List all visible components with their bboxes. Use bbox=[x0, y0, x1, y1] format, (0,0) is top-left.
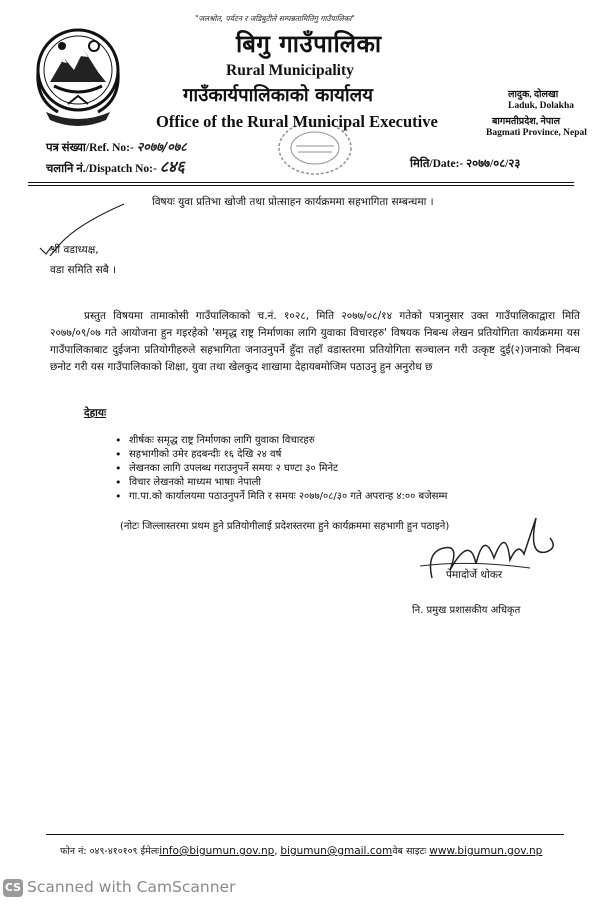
header-rule bbox=[28, 182, 574, 183]
detail-item-age-limit: • सहभागीको उमेर हदबन्दीः १६ देखि २४ वर्ष bbox=[115, 448, 575, 462]
dispatch-label: चलानि नं./Dispatch No:- bbox=[46, 163, 157, 175]
detail-item-deadline: • गा.पा.को कार्यालयमा पठाउनुपर्ने मिति र समयः २०७७/०८/३० गते अपरान्ह ४:०० बजेसम्म bbox=[115, 490, 575, 504]
office-name-nepali: गाउँकार्यपालिकाको कार्यालय bbox=[183, 85, 373, 106]
footer-rule bbox=[46, 834, 564, 835]
footer-phone: फोन नं: ०४९-४१०१०९ ईमेलः bbox=[60, 846, 160, 857]
details-heading: देहायः bbox=[84, 407, 107, 419]
recipient-line-2: वडा समिति सबै । bbox=[50, 264, 117, 276]
address-line-4: Bagmati Province, Nepal bbox=[486, 128, 587, 138]
detail-item-time: • लेखनका लागि उपलब्ध गराउनुपर्ने समयः २ घण्टा ३० मिनेट bbox=[115, 462, 575, 476]
camscanner-watermark bbox=[3, 878, 235, 897]
municipality-name-english: Rural Municipality bbox=[226, 62, 354, 79]
footer-email-1[interactable]: info@bigumun.gov.np bbox=[159, 845, 275, 857]
municipality-name-nepali: बिगु गाउँपालिका bbox=[236, 30, 382, 58]
dispatch-value: ८४६ bbox=[159, 157, 185, 176]
header-rule-thin bbox=[28, 185, 574, 186]
body-paragraph: प्रस्तुत विषयमा तामाकोसी गाउँपालिकाको च.नं. १०२८, मिति २०७७/०८/१४ गतेको पत्रानुसार उक्त गाउँपालिकाद्वारा मिति २०७७/०९/०७ गते आयोजना हुन गइरहेको 'समृद्ध राष्ट्र निर्माणका लागि युवाका विचारहरु' विषयक निबन्ध लेखन प्रतियोगिता कार्यक्रममा यस गाउँपालिकाबाट दुईजना प्रतियोगीहरुले सहभागिता जनाउनुपर्ने हुँदा तहाँ वडास्तरमा प्रतियोगिता सञ्चालन गरी उत्कृष्ट दुई(२)जनाको निबन्ध छनोट गरी यस गाउँपालिकाको शिक्षा, युवा तथा खेलकुद शाखामा देहायबमोजिम पठाउनु हुन अनुरोध छ bbox=[50, 310, 580, 373]
detail-item-title: • शीर्षकः समृद्ध राष्ट्र निर्माणका लागि युवाका विचारहरु bbox=[115, 434, 575, 448]
detail-item-language: • विचार लेखनको माध्यम भाषाः नेपाली bbox=[115, 476, 575, 490]
details-list bbox=[115, 434, 575, 504]
date-value: २०७७/०८/२३ bbox=[466, 158, 521, 170]
ref-value: २०७७/०७८ bbox=[136, 139, 187, 154]
details-note: (नोटः जिल्लास्तरमा प्रथम हुने प्रतियोगीलाई प्रदेशस्तरमा हुने कार्यक्रममा सहभागी हुन पठाइने) bbox=[120, 521, 450, 532]
address-line-2: Laduk, Dolakha bbox=[508, 101, 575, 111]
ref-number bbox=[46, 138, 187, 155]
footer-contacts bbox=[60, 844, 542, 857]
motto: "जलश्रोत, पर्यटन र जडिबुटीले सम्पन्नतामितिगु गाउँपालिका" bbox=[195, 14, 355, 23]
office-name-english: Office of the Rural Municipal Executive bbox=[156, 112, 438, 131]
municipality-emblem bbox=[24, 20, 132, 128]
address-line-3: बागमतीप्रदेश, नेपाल bbox=[492, 117, 561, 127]
signatory-name: पेमादोर्जे थोकर bbox=[446, 569, 503, 581]
subject-line: विषयः युवा प्रतिभा खोजी तथा प्रोत्साहन कार्यक्रममा सहभागिता सम्बन्धमा । bbox=[152, 196, 434, 208]
dispatch-number bbox=[46, 155, 185, 177]
ref-label: पत्र संख्या/Ref. No:- bbox=[46, 142, 134, 154]
recipient-line-1: श्री वडाध्यक्ष, bbox=[50, 244, 99, 256]
camscanner-text: Scanned with CamScanner bbox=[27, 878, 236, 896]
signatory-title: नि. प्रमुख प्रशासकीय अधिकृत bbox=[412, 605, 521, 616]
office-stamp bbox=[270, 116, 360, 180]
footer-email-2[interactable]: bigumun@gmail.com bbox=[280, 845, 393, 857]
footer-separator: , bbox=[274, 846, 278, 857]
footer-website[interactable]: www.bigumun.gov.np bbox=[429, 845, 543, 857]
address-line-1: लादुक, दोलखा bbox=[508, 90, 559, 100]
camscanner-logo-icon: CS bbox=[3, 879, 23, 897]
footer-web-label: वेब साइटः bbox=[392, 846, 427, 857]
date-label: मिति/Date:- bbox=[410, 158, 464, 170]
letter-date bbox=[410, 156, 520, 171]
